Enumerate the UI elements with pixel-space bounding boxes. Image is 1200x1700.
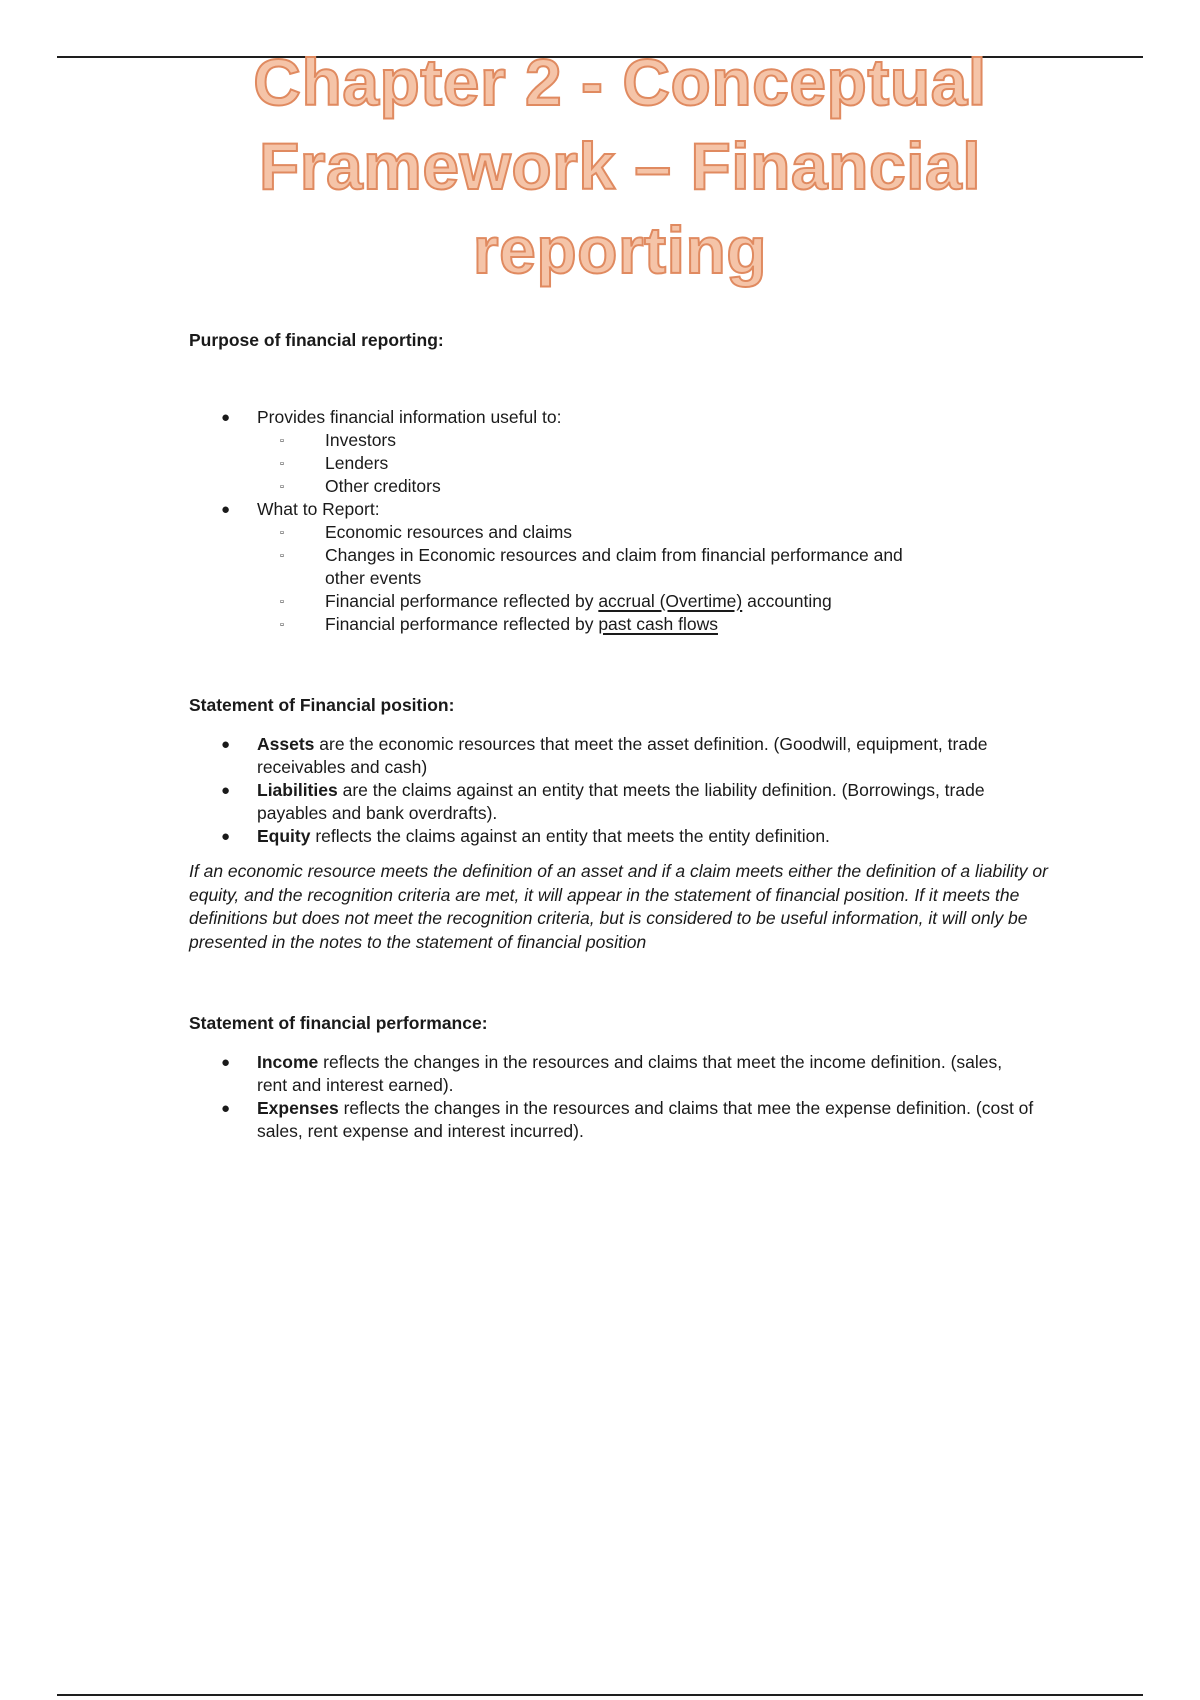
- bullet-icon: ●: [221, 1054, 231, 1071]
- list-item: [189, 779, 1049, 825]
- list-item: [257, 590, 1049, 613]
- purpose-heading: Purpose of financial reporting:: [189, 330, 444, 350]
- list-item: [189, 1097, 1049, 1143]
- list-item: [189, 498, 1049, 636]
- square-bullet-icon: ▫: [280, 458, 284, 470]
- page-title: [200, 40, 1040, 292]
- bullet-icon: ●: [221, 501, 231, 518]
- list-item: [257, 613, 1049, 636]
- purpose-section: [189, 328, 1049, 636]
- useful-to-sublist: [257, 429, 1049, 498]
- cash-flows-underlined-text: past cash flows: [598, 614, 718, 634]
- square-bullet-icon: ▫: [280, 596, 284, 608]
- title-line-2: Framework – Financial: [258, 129, 982, 203]
- square-bullet-icon: ▫: [280, 481, 284, 493]
- purpose-item-what-to-report: What to Report:: [257, 499, 380, 519]
- expenses-definition: reflects the changes in the resources and claims that mee the expense definition. (cost of sales, rent expense and interest incurred).: [257, 1098, 1034, 1141]
- bullet-icon: ●: [221, 736, 231, 753]
- liabilities-term: Liabilities: [257, 780, 338, 800]
- purpose-item-useful-to: Provides financial information useful to:: [257, 407, 562, 427]
- financial-performance-heading: Statement of financial performance:: [189, 1013, 488, 1033]
- title-line-3: reporting: [472, 213, 768, 287]
- list-item: [189, 825, 1049, 848]
- sublist-changes: Changes in Economic resources and claim from financial performance and other events: [325, 545, 903, 588]
- bullet-icon: ●: [221, 1100, 231, 1117]
- list-item: [189, 733, 1049, 779]
- financial-position-heading: Statement of Financial position:: [189, 695, 455, 715]
- bullet-icon: ●: [221, 409, 231, 426]
- list-item: [189, 1051, 1049, 1097]
- list-item: [257, 452, 1049, 475]
- list-item: [189, 406, 1049, 498]
- financial-performance-section: [189, 1011, 1049, 1143]
- liabilities-definition: are the claims against an entity that meets the liability definition. (Borrowings, trade payables and bank overdrafts).: [257, 780, 985, 823]
- square-bullet-icon: ▫: [280, 527, 284, 539]
- purpose-list: [189, 406, 1049, 636]
- expenses-term: Expenses: [257, 1098, 339, 1118]
- sublist-lenders: Lenders: [325, 453, 389, 473]
- square-bullet-icon: ▫: [280, 435, 284, 447]
- list-item: [257, 544, 1049, 590]
- list-item: [257, 475, 1049, 498]
- square-bullet-icon: ▫: [280, 619, 284, 631]
- sublist-accrual-post: accounting: [742, 591, 832, 611]
- sublist-cashflows-pre: Financial performance reflected by: [325, 614, 599, 634]
- equity-definition: reflects the claims against an entity that meets the entity definition.: [310, 826, 830, 846]
- accrual-underlined-text: accrual (Overtime): [598, 591, 743, 611]
- financial-performance-list: [189, 1051, 1049, 1143]
- list-item: [257, 429, 1049, 452]
- bullet-icon: ●: [221, 828, 231, 845]
- financial-position-section: [189, 693, 1049, 954]
- sublist-economic-resources: Economic resources and claims: [325, 522, 573, 542]
- sublist-other-creditors: Other creditors: [325, 476, 441, 496]
- what-to-report-sublist: [257, 521, 1049, 636]
- list-item: [257, 521, 1049, 544]
- document-body: [189, 328, 1049, 1143]
- equity-term: Equity: [257, 826, 311, 846]
- bullet-icon: ●: [221, 782, 231, 799]
- income-definition: reflects the changes in the resources and claims that meet the income definition. (sales, rent and interest earned).: [257, 1052, 1003, 1095]
- sublist-investors: Investors: [325, 430, 396, 450]
- square-bullet-icon: ▫: [280, 550, 284, 562]
- assets-definition: are the economic resources that meet the asset definition. (Goodwill, equipment, trade receivables and cash): [257, 734, 988, 777]
- sublist-accrual-pre: Financial performance reflected by: [325, 591, 599, 611]
- title-line-1: Chapter 2 - Conceptual: [253, 45, 987, 119]
- income-term: Income: [257, 1052, 319, 1072]
- assets-term: Assets: [257, 734, 315, 754]
- recognition-note: If an economic resource meets the definition of an asset and if a claim meets either the definition of a liability or equity, and the recognition criteria are met, it will appear in the statement of financial position. If it meets the definitions but does not meet the recognition criteria, but is considered to be useful information, it will only be presented in the notes to the statement of financial position: [189, 861, 1048, 952]
- financial-position-list: [189, 733, 1049, 848]
- bottom-rule: [57, 1694, 1143, 1696]
